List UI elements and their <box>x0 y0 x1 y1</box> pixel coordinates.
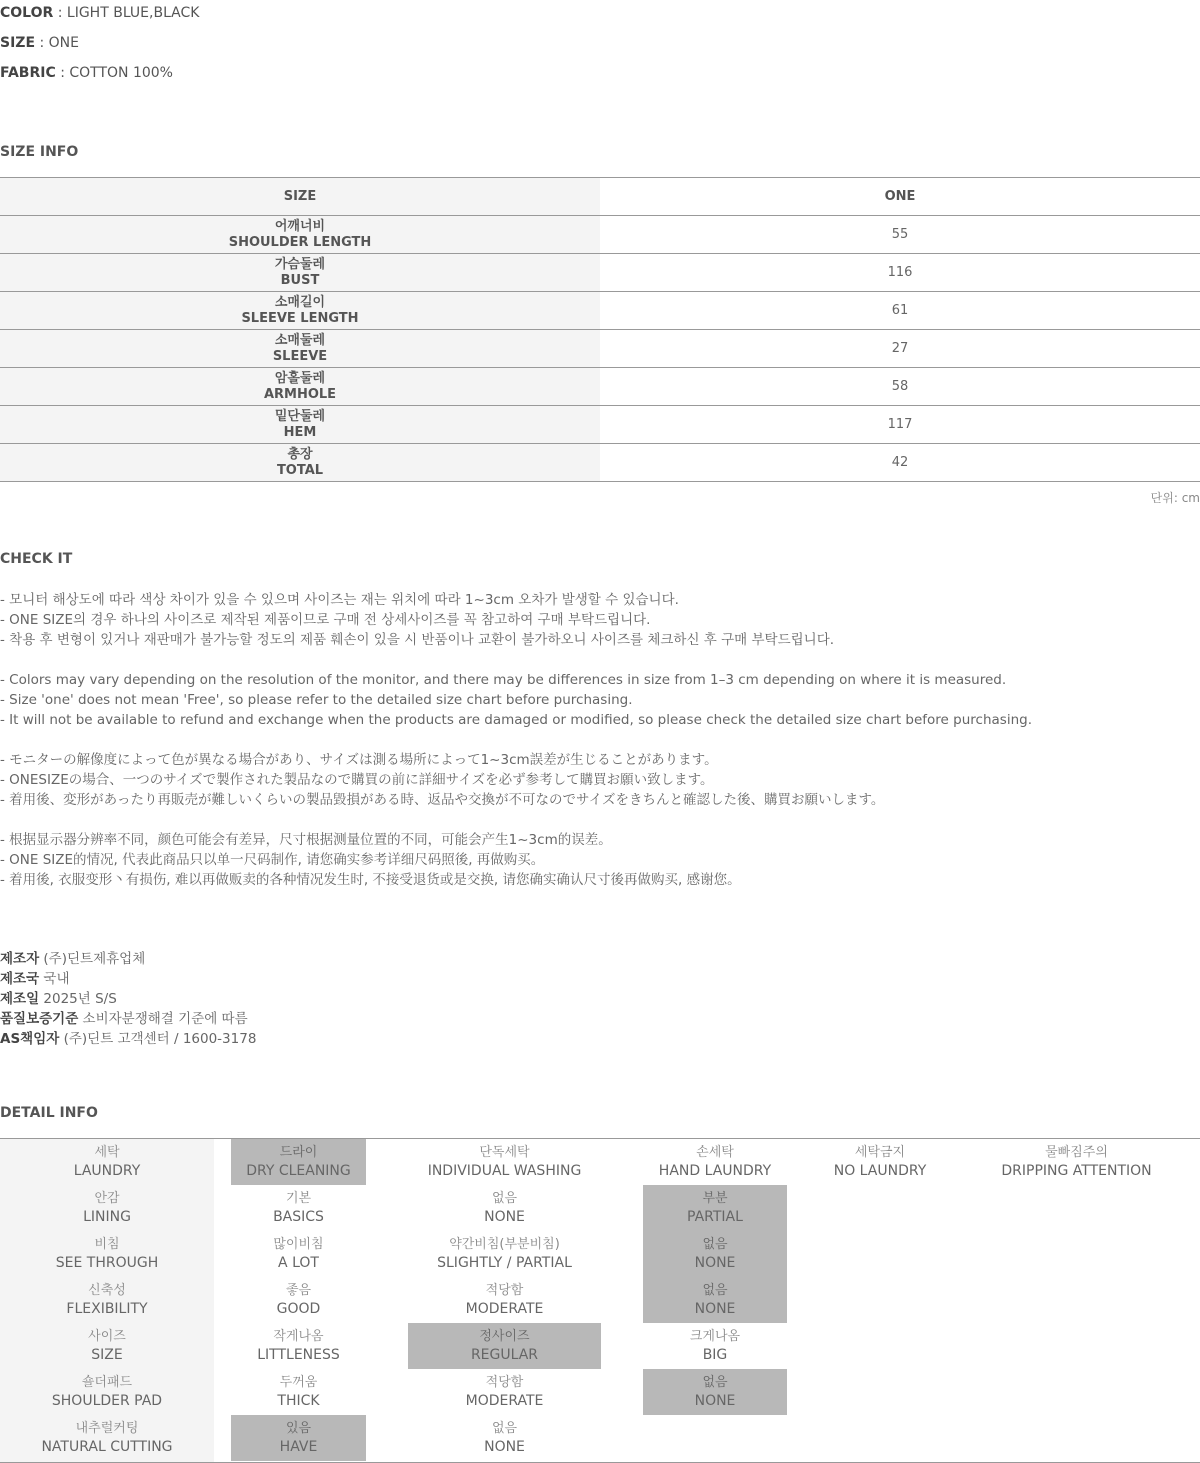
note-line: - ONE SIZE的情况, 代表此商品只以单一尺码制作, 请您确实参考详细尺码照後, 再做购买。 <box>0 852 545 868</box>
measure-label-ko: 밑단둘레 <box>274 408 326 424</box>
note-line: - 根据显示器分辨率不同，颜色可能会有差异，尺寸根据测量位置的不同，可能会产生1~3cm的误差。 <box>0 832 612 848</box>
measure-label-en: SLEEVE <box>272 348 328 364</box>
detail-option <box>231 1185 366 1231</box>
check-it-title: CHECK IT <box>0 551 73 567</box>
detail-option-selected <box>408 1323 601 1369</box>
option-ko: 없음 <box>702 1375 728 1390</box>
option-en: BASICS <box>273 1209 324 1225</box>
measure-label <box>0 292 600 330</box>
maker-label: 품질보증기준 <box>0 1011 79 1027</box>
maker-info <box>0 949 256 1049</box>
option-en: NONE <box>694 1393 736 1409</box>
measure-value: 61 <box>891 303 909 318</box>
label-en: SHOULDER PAD <box>51 1393 163 1409</box>
spec-color <box>0 5 199 21</box>
table-row <box>0 444 1200 482</box>
detail-option <box>643 1139 787 1185</box>
label-ko: 세탁 <box>94 1145 120 1160</box>
option-ko: 단독세탁 <box>479 1145 530 1160</box>
detail-row-label <box>0 1139 214 1185</box>
measure-label-en: ARMHOLE <box>263 386 337 402</box>
option-ko: 정사이즈 <box>479 1329 530 1344</box>
maker-row <box>0 989 256 1009</box>
label-ko: 숄더패드 <box>81 1375 133 1390</box>
table-row <box>0 254 1200 292</box>
option-en: PARTIAL <box>687 1209 743 1225</box>
measure-label-en: HEM <box>283 424 317 440</box>
measure-label-ko: 소매길이 <box>274 294 326 310</box>
detail-option-selected <box>643 1231 787 1277</box>
maker-value: 국내 <box>39 971 70 987</box>
measure-value: 117 <box>887 417 913 432</box>
label-en: NATURAL CUTTING <box>41 1439 173 1455</box>
label-en: SIZE <box>91 1347 123 1363</box>
spec-fabric-label: FABRIC <box>0 65 56 81</box>
measure-label <box>0 406 600 444</box>
label-en: LINING <box>83 1209 131 1225</box>
option-ko: 약간비침(부분비침) <box>449 1237 560 1252</box>
detail-option <box>408 1139 601 1185</box>
note-line: - Colors may vary depending on the resolution of the monitor, and there may be differences in size from 1–3 cm depending on where it is measured. <box>0 672 1007 688</box>
note-line: - 착용 후 변형이 있거나 재판매가 불가능할 정도의 제품 훼손이 있을 시 반품이나 교환이 불가하오니 사이즈를 체크하신 후 구매 부탁드립니다. <box>0 632 835 648</box>
option-ko: 작게나옴 <box>273 1329 324 1344</box>
detail-grid <box>0 1138 1200 1463</box>
detail-option-selected <box>643 1277 787 1323</box>
spec-color-label: COLOR <box>0 5 54 21</box>
measure-value: 58 <box>891 379 909 394</box>
detail-row-label <box>0 1185 214 1231</box>
detail-option <box>810 1139 950 1185</box>
measure-label-en: SLEEVE LENGTH <box>241 310 359 326</box>
detail-option <box>231 1231 366 1277</box>
detail-option <box>408 1415 601 1461</box>
measure-label-en: SHOULDER LENGTH <box>228 234 372 250</box>
option-ko: 기본 <box>285 1191 312 1206</box>
unit-note: 단위: cm <box>1150 491 1200 505</box>
option-ko: 없음 <box>491 1421 518 1436</box>
measure-label <box>0 444 600 482</box>
detail-option <box>231 1323 366 1369</box>
maker-value: 소비자분쟁해결 기준에 따름 <box>78 1011 248 1027</box>
measure-value: 116 <box>887 265 913 280</box>
detail-option <box>231 1277 366 1323</box>
detail-option-selected <box>231 1139 366 1185</box>
maker-value: (주)딘트 고객센터 / 1600-3178 <box>59 1031 257 1047</box>
detail-option <box>231 1369 366 1415</box>
measure-label-en: BUST <box>280 272 320 288</box>
table-row <box>0 406 1200 444</box>
detail-option-selected <box>231 1415 366 1461</box>
option-en: SLIGHTLY / PARTIAL <box>437 1255 572 1271</box>
detail-info-title: DETAIL INFO <box>0 1105 98 1121</box>
option-en: MODERATE <box>465 1393 544 1409</box>
label-en: FLEXIBILITY <box>66 1301 148 1317</box>
detail-option <box>990 1139 1163 1185</box>
spec-fabric-value: : COTTON 100% <box>60 65 173 81</box>
maker-row <box>0 949 256 969</box>
note-line: - ONE SIZE의 경우 하나의 사이즈로 제작된 제품이므로 구매 전 상세사이즈를 꼭 참고하여 구매 부탁드립니다. <box>0 612 651 628</box>
maker-label: 제조국 <box>0 971 40 987</box>
option-ko: 많이비침 <box>273 1237 324 1252</box>
maker-label: 제조일 <box>0 991 40 1007</box>
table-row <box>0 292 1200 330</box>
size-header-label: SIZE <box>0 178 600 216</box>
note-line: - 着用後, 衣服变形丶有损伤, 难以再做贩卖的各种情况发生时, 不接受退货或是交换, 请您确实确认尺寸後再做购买, 感谢您。 <box>0 872 741 888</box>
detail-option-selected <box>643 1185 787 1231</box>
measure-label <box>0 330 600 368</box>
spec-size <box>0 35 79 51</box>
maker-label: 제조자 <box>0 951 40 967</box>
option-en: THICK <box>277 1393 320 1409</box>
option-en: LITTLENESS <box>257 1347 340 1363</box>
option-ko: 드라이 <box>279 1145 318 1160</box>
measure-value: 42 <box>891 455 909 470</box>
size-info-title: SIZE INFO <box>0 144 79 160</box>
option-en: NONE <box>694 1255 736 1271</box>
note-line: - It will not be available to refund and exchange when the products are damaged or modified, so please check the detailed size chart before purchasing. <box>0 712 1032 728</box>
option-en: GOOD <box>276 1301 321 1317</box>
table-row <box>0 330 1200 368</box>
measure-label-ko: 총장 <box>287 446 313 462</box>
option-en: HAND LAUNDRY <box>658 1163 772 1179</box>
measure-label-ko: 가슴둘레 <box>274 256 326 272</box>
measure-label-ko: 어깨너비 <box>274 218 326 234</box>
table-row <box>0 216 1200 254</box>
option-en: NONE <box>484 1209 525 1225</box>
option-en: NO LAUNDRY <box>833 1163 927 1179</box>
label-ko: 사이즈 <box>88 1329 126 1344</box>
option-ko: 있음 <box>285 1421 312 1436</box>
detail-row-label <box>0 1277 214 1323</box>
detail-row-label <box>0 1323 214 1369</box>
spec-size-label: SIZE <box>0 35 36 51</box>
size-table <box>0 177 1200 482</box>
option-ko: 없음 <box>702 1237 728 1252</box>
option-ko: 두꺼움 <box>279 1375 318 1390</box>
maker-row <box>0 1009 256 1029</box>
option-ko: 물빠짐주의 <box>1045 1145 1108 1160</box>
option-en: HAVE <box>279 1439 318 1455</box>
note-line: - Size 'one' does not mean 'Free', so please refer to the detailed size chart before purchasing. <box>0 692 633 708</box>
label-ko: 비침 <box>94 1237 120 1252</box>
note-line: - 着用後、変形があったり再販売が難しいくらいの製品毀損がある時、返品や交換が不可なのでサイズをきちんと確認した後、購買お願いします。 <box>0 792 885 808</box>
maker-value: 2025년 S/S <box>39 991 117 1007</box>
size-table-header <box>0 178 1200 216</box>
label-en: SEE THROUGH <box>55 1255 159 1271</box>
measure-label-ko: 소매둘레 <box>274 332 326 348</box>
size-header-value: ONE <box>884 189 916 204</box>
option-ko: 적당함 <box>485 1375 524 1390</box>
spec-size-value: : ONE <box>39 35 79 51</box>
label-en: LAUNDRY <box>73 1163 141 1179</box>
option-en: NONE <box>484 1439 525 1455</box>
measure-label <box>0 254 600 292</box>
option-ko: 세탁금지 <box>854 1145 906 1160</box>
option-ko: 좋음 <box>285 1283 312 1298</box>
detail-row-label <box>0 1231 214 1277</box>
option-ko: 없음 <box>702 1283 728 1298</box>
option-ko: 없음 <box>491 1191 518 1206</box>
option-en: REGULAR <box>470 1347 539 1363</box>
spec-color-value: : LIGHT BLUE,BLACK <box>57 5 200 21</box>
detail-option <box>408 1369 601 1415</box>
spec-fabric <box>0 65 173 81</box>
detail-option <box>408 1277 601 1323</box>
detail-row-label <box>0 1369 214 1415</box>
maker-row <box>0 969 256 989</box>
measure-label-en: TOTAL <box>276 462 324 478</box>
measure-value: 27 <box>891 341 909 356</box>
option-ko: 손세탁 <box>696 1145 734 1160</box>
label-ko: 안감 <box>94 1191 120 1206</box>
detail-option <box>643 1323 787 1369</box>
option-ko: 크게나옴 <box>689 1329 741 1344</box>
measure-label <box>0 216 600 254</box>
detail-option-selected <box>643 1369 787 1415</box>
maker-label: AS책임자 <box>0 1031 60 1047</box>
option-en: A LOT <box>278 1255 319 1271</box>
detail-row-label <box>0 1415 214 1461</box>
option-ko: 부분 <box>702 1191 728 1206</box>
note-line: - モニターの解像度によって色が異なる場合があり、サイズは測る場所によって1~3cm誤差が生じることがあります。 <box>0 752 718 768</box>
measure-label-ko: 암홀둘레 <box>274 370 326 386</box>
label-ko: 신축성 <box>88 1283 126 1298</box>
note-line: - ONESIZEの場合、一つのサイズで製作された製品なので購買の前に詳細サイズを必ず参考して購買お願い致します。 <box>0 772 714 788</box>
detail-option <box>408 1231 601 1277</box>
measure-value: 55 <box>891 227 909 242</box>
option-en: BIG <box>702 1347 728 1363</box>
option-en: DRY CLEANING <box>246 1163 351 1179</box>
note-line: - 모니터 해상도에 따라 색상 차이가 있을 수 있으며 사이즈는 재는 위치에 따라 1~3cm 오차가 발생할 수 있습니다. <box>0 592 679 608</box>
maker-row <box>0 1029 256 1049</box>
detail-option <box>408 1185 601 1231</box>
measure-label <box>0 368 600 406</box>
maker-value: (주)딘트제휴업체 <box>39 951 146 967</box>
option-en: INDIVIDUAL WASHING <box>427 1163 582 1179</box>
table-row <box>0 368 1200 406</box>
option-en: DRIPPING ATTENTION <box>1001 1163 1152 1179</box>
label-ko: 내추럴커팅 <box>75 1421 139 1436</box>
option-ko: 적당함 <box>485 1283 524 1298</box>
option-en: MODERATE <box>465 1301 544 1317</box>
check-it-notes <box>0 590 1032 890</box>
option-en: NONE <box>694 1301 736 1317</box>
